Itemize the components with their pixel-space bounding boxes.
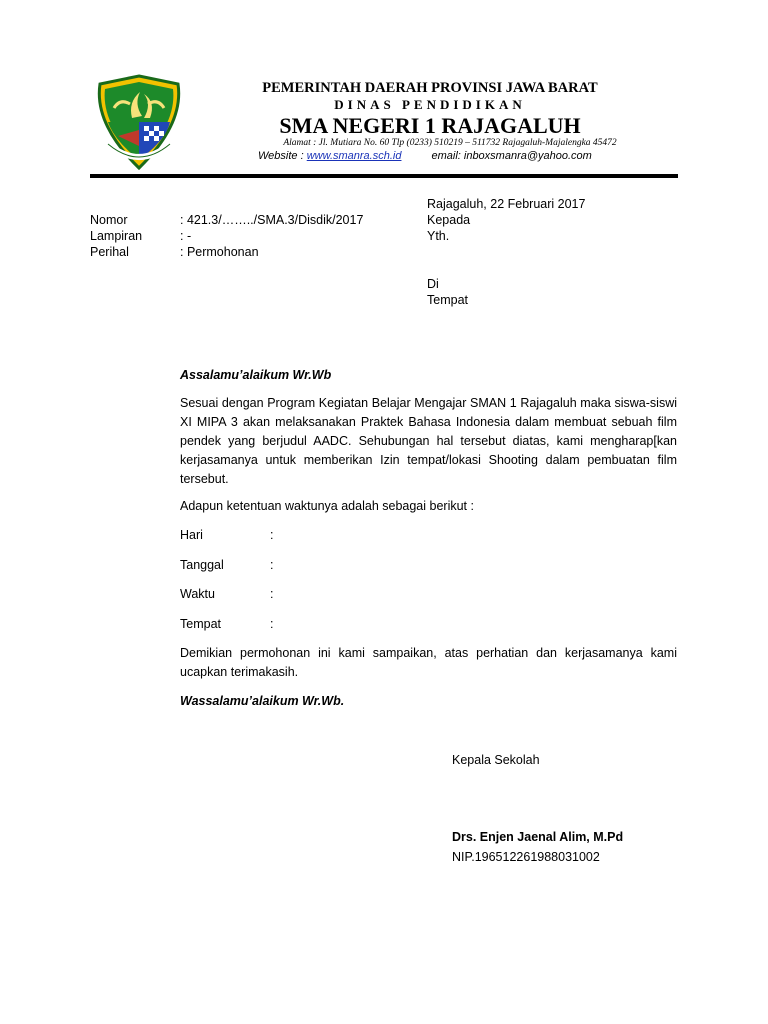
schedule-tempat-colon: : (270, 617, 274, 631)
closing-salam: Wassalamu’alaikum Wr.Wb. (180, 694, 345, 708)
letterhead-government: PEMERINTAH DAERAH PROVINSI JAWA BARAT (262, 80, 598, 96)
recipient-tempat: Tempat (427, 293, 468, 307)
recipient-di: Di (427, 277, 439, 291)
west-java-emblem-logo (94, 74, 184, 170)
letterhead-address: Alamat : Jl. Mutiara No. 60 Tlp (0233) 510219 – 511732 Rajagaluh-Majalengka 45472 (283, 138, 617, 148)
email-address: email: inboxsmanra@yahoo.com (431, 150, 592, 162)
website-link[interactable]: www.smanra.sch.id (306, 150, 402, 162)
body-paragraph-1: Sesuai dengan Program Kegiatan Belajar Mengajar SMAN 1 Rajagaluh maka siswa-siswi XI MIPA 3 akan melaksanakan Praktek Bahasa Indonesia dalam membuat sebuah film pendek yang berjudul AADC. Sehubungan hal tersebut diatas, kami mengharap[kan kerjasamanya untuk memberikan Izin tempat/lokasi Shooting dalam pembuatan film tersebut. (180, 396, 677, 486)
recipient-yth: Yth. (427, 229, 450, 243)
letterhead-school-name: SMA NEGERI 1 RAJAGALUH (279, 113, 581, 138)
perihal-value: : Permohonan (180, 245, 259, 259)
schedule-tanggal-label: Tanggal (180, 558, 224, 572)
nomor-label: Nomor (90, 213, 128, 227)
place-date: Rajagaluh, 22 Februari 2017 (427, 197, 586, 211)
closing-paragraph: Demikian permohonan ini kami sampaikan, atas perhatian dan kerjasamanya kami ucapkan terimakasih. (180, 646, 677, 679)
schedule-tanggal-colon: : (270, 558, 274, 572)
recipient-kepada: Kepada (427, 213, 471, 227)
schedule-hari-colon: : (270, 528, 274, 542)
greeting: Assalamu’alaikum Wr.Wb (180, 368, 332, 382)
lampiran-value: : - (180, 229, 192, 243)
signature-title: Kepala Sekolah (452, 753, 540, 767)
perihal-label: Perihal (90, 245, 129, 259)
signature-name: Drs. Enjen Jaenal Alim, M.Pd (452, 830, 624, 844)
schedule-waktu-colon: : (270, 587, 274, 601)
website-label: Website : (258, 150, 307, 162)
letterhead-contact (258, 150, 592, 162)
lampiran-label: Lampiran (90, 229, 143, 243)
signature-nip: NIP.196512261988031002 (452, 850, 600, 864)
schedule-waktu-label: Waktu (180, 587, 215, 601)
schedule-hari-label: Hari (180, 528, 203, 542)
letterhead-divider (90, 174, 678, 178)
body-paragraph-2: Adapun ketentuan waktunya adalah sebagai berikut : (180, 499, 474, 513)
nomor-value: : 421.3/……../SMA.3/Disdik/2017 (180, 213, 364, 227)
schedule-tempat-label: Tempat (180, 617, 221, 631)
letterhead-department: DINAS PENDIDIKAN (334, 97, 526, 112)
